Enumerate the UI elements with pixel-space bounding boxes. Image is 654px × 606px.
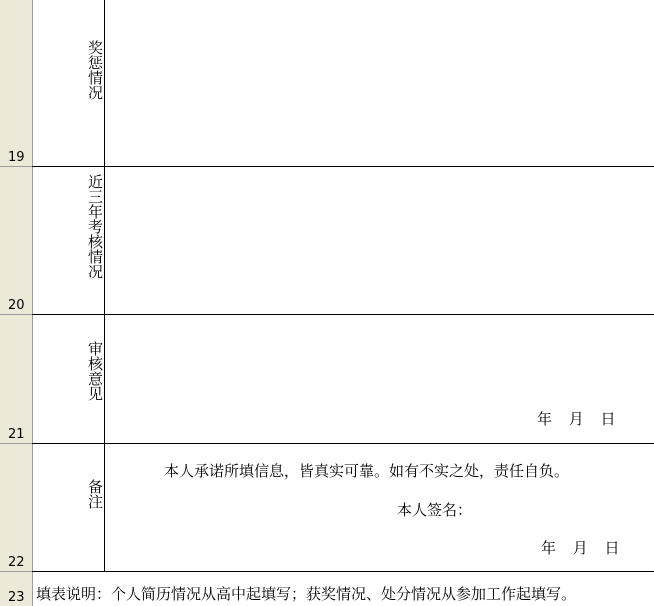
label-cell-rewards <box>33 0 105 166</box>
signature-label: 本人签名： <box>397 501 473 519</box>
remarks-content-cell[interactable] <box>105 444 654 571</box>
row-19 <box>0 0 654 166</box>
label-rewards: 奖惩情况 <box>86 40 104 100</box>
row-22 <box>0 444 654 571</box>
row-number <box>0 444 33 571</box>
row-23 <box>0 572 654 606</box>
rewards-content-cell[interactable] <box>105 0 654 166</box>
assessment-content-cell[interactable] <box>105 167 654 314</box>
form-instructions: 填表说明：个人简历情况从高中起填写；获奖情况、处分情况从参加工作起填写。 <box>36 585 577 603</box>
label-cell-review <box>33 315 105 443</box>
row-21 <box>0 315 654 443</box>
row-number-label: 22 <box>8 555 25 570</box>
row-number <box>0 0 33 166</box>
label-remarks: 备注 <box>86 479 104 509</box>
row-number-label: 20 <box>8 298 25 313</box>
row-20 <box>0 167 654 314</box>
remarks-date: 年 月 日 <box>541 539 620 557</box>
row-number-label: 21 <box>8 427 25 442</box>
row-number <box>0 167 33 314</box>
review-date: 年 月 日 <box>537 410 616 428</box>
label-cell-remarks <box>33 444 105 571</box>
label-review: 审核意见 <box>86 341 104 401</box>
label-assessment: 近三年考核情况 <box>86 174 104 279</box>
row-number-label: 23 <box>8 590 25 605</box>
label-cell-assessment <box>33 167 105 314</box>
review-content-cell[interactable] <box>105 315 654 443</box>
row-number <box>0 315 33 443</box>
row-number-label: 19 <box>8 150 25 165</box>
row-number <box>0 572 33 606</box>
pledge-text: 本人承诺所填信息，皆真实可靠。如有不实之处，责任自负。 <box>164 462 570 480</box>
